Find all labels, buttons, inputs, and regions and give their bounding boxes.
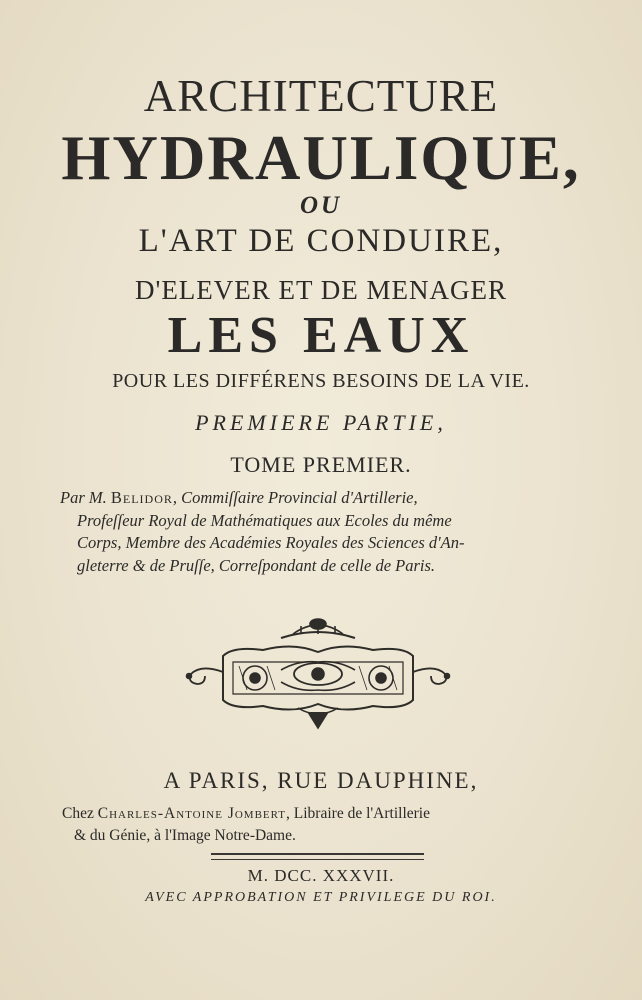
author-prefix: Par M. [60,488,107,507]
subtitle-line-1: L'ART DE CONDUIRE, [138,223,504,259]
divider-rule [211,853,424,860]
volume-label: TOME PREMIER. [230,452,412,477]
author-statement [60,487,590,577]
subtitle-line-3: LES EAUX [167,307,475,364]
imprint-place: A PARIS, RUE DAUPHINE, [163,768,479,793]
author-line-3: Corps, Membre des Académies Royales des Sciences d'An- [77,533,465,552]
publisher-trade: , Libraire de l'Artillerie [286,805,430,822]
author-line-1 [60,487,590,510]
subtitle-line-4: POUR LES DIFFÉRENS BESOINS DE LA VIE. [112,370,530,392]
conjunction: OU [299,192,343,219]
part-label: PREMIERE PARTIE, [195,410,447,435]
author-line-2: Profeſſeur Royal de Mathématiques aux Ecoles du même [77,510,452,530]
publisher-name: Charles-Antoine Jombert [97,805,287,822]
subtitle-line-2: D'ELEVER ET DE MENAGER [134,275,508,305]
author-name: Belidor [110,488,173,507]
privilege-line: AVEC APPROBATION ET PRIVILEGE DU ROI. [145,890,497,905]
imprint-publisher [62,803,602,847]
author-title: , Commiſſaire Provincial d'Artillerie, [172,488,418,507]
imprint-line-2: & du Génie, à l'Image Notre-Dame. [74,827,296,844]
title-line-2: HYDRAULIQUE, [61,123,581,193]
imprint-line-1 [62,803,602,825]
title-line-1: ARCHITECTURE [143,71,499,121]
printers-ornament-icon [183,612,453,732]
imprint-prefix: Chez [62,805,94,822]
author-line-4: gleterre & de Pruſſe, Correſpondant de celle de Paris. [77,555,436,575]
imprint-year: M. DCC. XXXVII. [247,866,395,885]
